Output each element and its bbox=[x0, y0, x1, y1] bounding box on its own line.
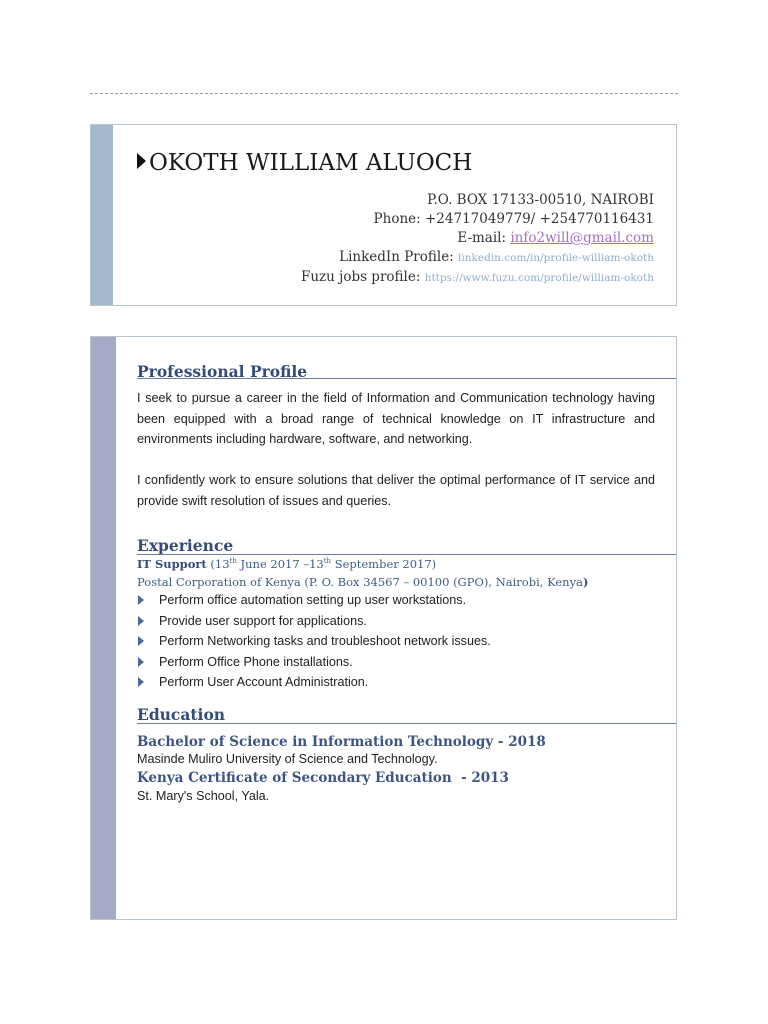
education-school: St. Mary's School, Yala. bbox=[137, 789, 270, 803]
list-item: Perform Office Phone installations. bbox=[137, 652, 491, 673]
contact-details bbox=[301, 191, 654, 288]
email-line: E-mail: info2will@gmail.com bbox=[457, 230, 654, 246]
name-arrow-icon bbox=[137, 153, 146, 169]
education-heading-rule bbox=[137, 723, 676, 724]
profile-paragraph-2: I confidently work to ensure solutions that deliver the optimal performance of IT service and provide swift resolution of issues and queries. bbox=[137, 473, 655, 508]
bullet-arrow-icon bbox=[138, 595, 144, 605]
linkedin-line: LinkedIn Profile: linkedin.com/in/profile-william-okoth bbox=[339, 249, 654, 265]
email-link[interactable]: info2will@gmail.com bbox=[510, 230, 654, 246]
education-degree: Kenya Certificate of Secondary Education - 2013 bbox=[137, 770, 509, 786]
job-title-line: IT Support (13th June 2017 –13th September 2017) bbox=[137, 557, 437, 571]
list-item: Provide user support for applications. bbox=[137, 611, 491, 632]
profile-heading: Professional Profile bbox=[137, 362, 308, 381]
education-heading: Education bbox=[137, 705, 226, 724]
body-accent-bar bbox=[91, 337, 116, 919]
job-role: IT Support bbox=[137, 557, 207, 571]
experience-heading-rule bbox=[137, 554, 676, 555]
phone-number: +24717049779/ +254770116431 bbox=[424, 211, 654, 227]
education-degree: Bachelor of Science in Information Technology - 2018 bbox=[137, 734, 546, 750]
top-dashed-divider bbox=[90, 93, 678, 94]
bullet-arrow-icon bbox=[138, 616, 144, 626]
experience-heading: Experience bbox=[137, 536, 234, 555]
profile-paragraph-1: I seek to pursue a career in the field of Information and Communication technology having been equipped with a broad range of technical knowledge on IT infrastructure and environments including hardware, software, and networking. bbox=[137, 391, 655, 447]
duties-list bbox=[137, 590, 491, 693]
list-item: Perform Networking tasks and troubleshoot network issues. bbox=[137, 631, 491, 652]
fuzu-link[interactable]: https://www.fuzu.com/profile/william-okoth bbox=[424, 272, 654, 284]
list-item: Perform User Account Administration. bbox=[137, 672, 491, 693]
linkedin-link[interactable]: linkedin.com/in/profile-william-okoth bbox=[458, 252, 654, 264]
bullet-arrow-icon bbox=[138, 657, 144, 667]
resume-body bbox=[90, 336, 677, 920]
candidate-name: OKOTH WILLIAM ALUOCH bbox=[137, 150, 472, 176]
fuzu-line: Fuzu jobs profile: https://www.fuzu.com/profile/william-okoth bbox=[300, 269, 654, 285]
education-school: Masinde Muliro University of Science and Technology. bbox=[137, 752, 438, 766]
header-accent-bar bbox=[91, 125, 113, 305]
list-item: Perform office automation setting up user workstations. bbox=[137, 590, 491, 611]
profile-heading-rule bbox=[137, 378, 676, 379]
postal-address: P.O. BOX 17133-00510, NAIROBI bbox=[427, 192, 654, 208]
contact-header bbox=[90, 124, 677, 306]
employer-line: Postal Corporation of Kenya (P. O. Box 34567 – 00100 (GPO), Nairobi, Kenya) bbox=[137, 575, 589, 589]
phone-line: Phone: +24717049779/ +254770116431 bbox=[373, 211, 654, 227]
bullet-arrow-icon bbox=[138, 677, 144, 687]
bullet-arrow-icon bbox=[138, 636, 144, 646]
employer-name: Postal Corporation of Kenya bbox=[137, 575, 301, 589]
